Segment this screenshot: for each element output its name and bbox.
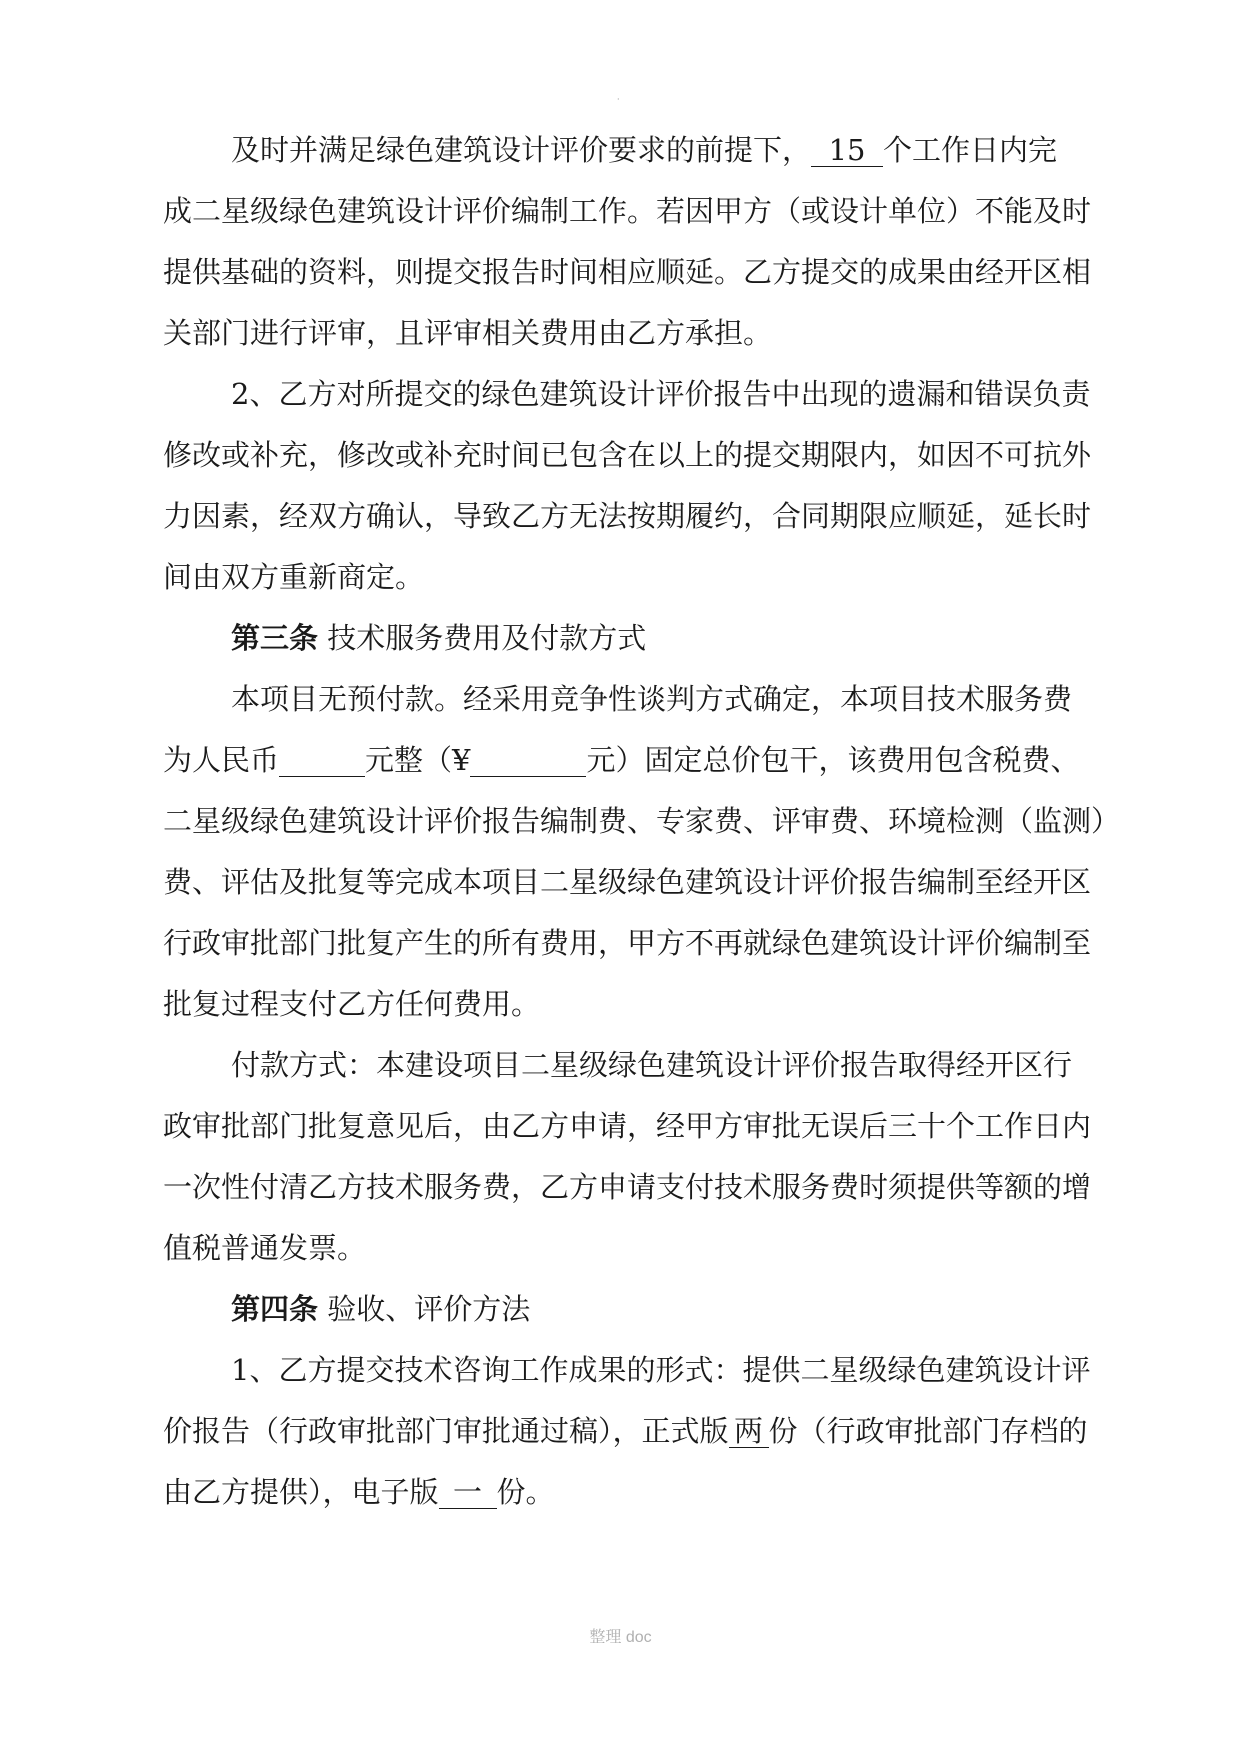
amount-figures-blank xyxy=(470,744,586,777)
article-4-label: 第四条 xyxy=(231,1292,319,1326)
amount-words-blank xyxy=(279,744,365,777)
formal-copies-blank: 两 xyxy=(729,1415,769,1448)
p5-l3-a: 由乙方提供），电子版 xyxy=(163,1475,439,1509)
article-3-title: 技术服务费用及付款方式 xyxy=(327,621,647,655)
paragraph-5-line-1: 1、乙方提交技术咨询工作成果的形式：提供二星级绿色建筑设计评 xyxy=(231,1353,1091,1387)
paragraph-2-line-3: 力因素，经双方确认，导致乙方无法按期履约，合同期限应顺延，延长时 xyxy=(163,499,1092,533)
p5-l2-a: 价报告（行政审批部门审批通过稿），正式版 xyxy=(163,1414,729,1448)
p1-l1-pre: 及时并满足绿色建筑设计评价要求的前提下， xyxy=(231,133,812,167)
electronic-copies-blank: 一 xyxy=(439,1476,497,1509)
paragraph-4-line-4: 值税普通发票。 xyxy=(163,1231,367,1265)
paragraph-3-line-5: 行政审批部门批复产生的所有费用，甲方不再就绿色建筑设计评价编制至 xyxy=(163,926,1092,960)
paragraph-2-line-2: 修改或补充，修改或补充时间已包含在以上的提交期限内，如因不可抗外 xyxy=(163,438,1092,472)
paragraph-3-line-4: 费、评估及批复等完成本项目二星级绿色建筑设计评价报告编制至经开区 xyxy=(163,865,1092,899)
paragraph-3-line-2 xyxy=(163,740,1079,780)
paragraph-2-line-1: 2、乙方对所提交的绿色建筑设计评价报告中出现的遗漏和错误负责 xyxy=(231,377,1091,411)
working-days-blank: 15 xyxy=(811,134,883,167)
article-4-heading xyxy=(231,1289,530,1329)
paragraph-1-line-2: 成二星级绿色建筑设计评价编制工作。若因甲方（或设计单位）不能及时 xyxy=(163,194,1092,228)
p3-l2-c: 元）固定总价包干，该费用包含税费、 xyxy=(586,743,1080,777)
header-mark: · xyxy=(617,95,620,104)
p5-l2-b: 份（行政审批部门存档的 xyxy=(768,1414,1088,1448)
paragraph-5-line-2 xyxy=(163,1411,1088,1451)
paragraph-1-line-4: 关部门进行评审，且评审相关费用由乙方承担。 xyxy=(163,316,773,350)
p1-l1-post: 个工作日内完 xyxy=(883,133,1058,167)
paragraph-4-line-2: 政审批部门批复意见后，由乙方申请，经甲方审批无误后三十个工作日内 xyxy=(163,1109,1092,1143)
paragraph-1-line-1 xyxy=(231,130,1057,170)
paragraph-5-line-3 xyxy=(163,1472,555,1512)
p5-l3-b: 份。 xyxy=(496,1475,555,1509)
paragraph-4-line-1: 付款方式：本建设项目二星级绿色建筑设计评价报告取得经开区行 xyxy=(231,1048,1073,1082)
article-3-heading xyxy=(231,618,646,658)
paragraph-3-line-3: 二星级绿色建筑设计评价报告编制费、专家费、评审费、环境检测（监测） xyxy=(163,804,1121,838)
paragraph-3-line-1: 本项目无预付款。经采用竞争性谈判方式确定，本项目技术服务费 xyxy=(231,682,1073,716)
footer-text: 整理 doc xyxy=(589,1629,652,1646)
article-3-label: 第三条 xyxy=(231,621,319,655)
p3-l2-a: 为人民币 xyxy=(163,743,280,777)
paragraph-4-line-3: 一次性付清乙方技术服务费，乙方申请支付技术服务费时须提供等额的增 xyxy=(163,1170,1092,1204)
paragraph-1-line-3: 提供基础的资料，则提交报告时间相应顺延。乙方提交的成果由经开区相 xyxy=(163,255,1092,289)
paragraph-2-line-4: 间由双方重新商定。 xyxy=(163,560,425,594)
article-4-title: 验收、评价方法 xyxy=(327,1292,531,1326)
p3-l2-b: 元整（¥ xyxy=(365,743,471,777)
paragraph-3-line-6: 批复过程支付乙方任何费用。 xyxy=(163,987,541,1021)
